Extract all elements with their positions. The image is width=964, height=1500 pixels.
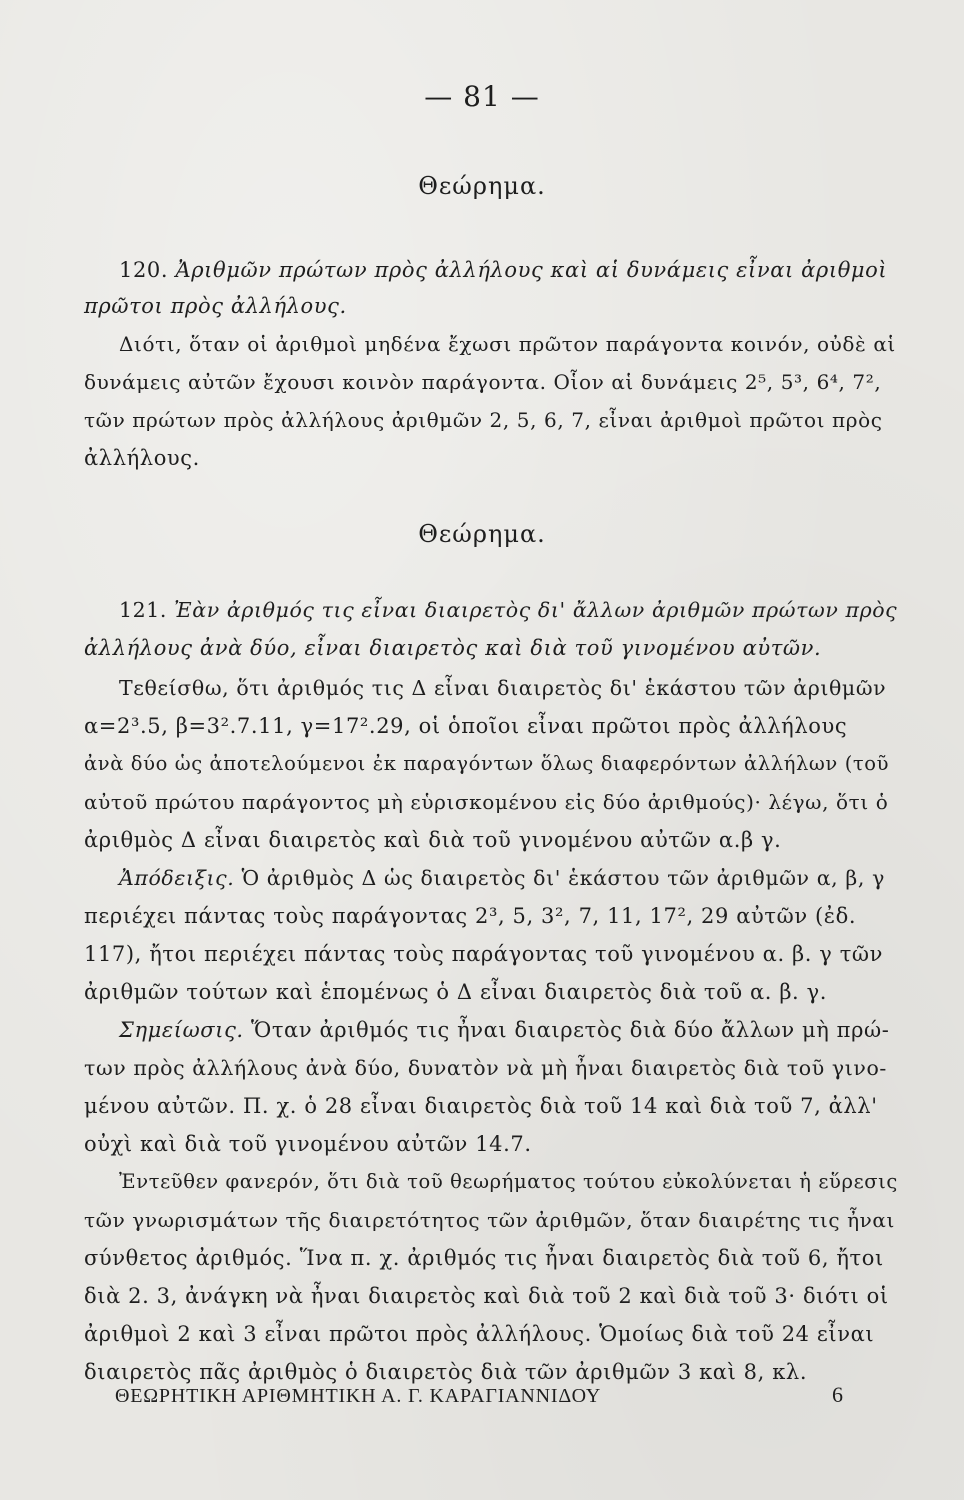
theorem-heading: Θεώρημα.: [418, 172, 546, 200]
proof-line: [119, 866, 885, 890]
body-line: αὐτοῦ πρώτου παράγοντος μὴ εὑρισκομένου εἰς δύο ἀριθμούς)· λέγω, ὅτι ὁ: [84, 790, 889, 814]
remark-text: Ὅταν ἀριθμός τις ἦναι διαιρετὸς διὰ δύο ἄλλων μὴ πρώ-: [243, 1018, 890, 1042]
proof-line: ἀριθμῶν τούτων καὶ ἑπομένως ὁ Δ εἶναι διαιρετὸς διὰ τοῦ α. β. γ.: [84, 980, 828, 1004]
body-line: ἀριθμοὶ 2 καὶ 3 εἶναι πρῶτοι πρὸς ἀλλήλους. Ὁμοίως διὰ τοῦ 24 εἶναι: [84, 1322, 875, 1346]
body-line: σύνθετος ἀριθμός. Ἵνα π. χ. ἀριθμός τις ἦναι διαιρετὸς διὰ τοῦ 6, ἤτοι: [84, 1246, 884, 1270]
theorem-statement-text: Ἐὰν ἀριθμός τις εἶναι διαιρετὸς δι' ἄλλων ἀριθμῶν πρώτων πρὸς: [174, 598, 898, 622]
theorem-number: 121.: [119, 598, 168, 622]
page-number: — 81 —: [424, 80, 540, 113]
footer-signature-mark: 6: [832, 1382, 843, 1407]
body-line: Τεθείσθω, ὅτι ἀριθμός τις Δ εἶναι διαιρετὸς δι' ἑκάστου τῶν ἀριθμῶν: [119, 676, 887, 700]
proof-text: Ὁ ἀριθμὸς Δ ὡς διαιρετὸς δι' ἑκάστου τῶν ἀριθμῶν α, β, γ: [234, 866, 885, 890]
footer-book-title: ΘΕΩΡΗΤΙΚΗ ΑΡΙΘΜΗΤΙΚΗ Α. Γ. ΚΑΡΑΓΙΑΝΝΙΔΟΥ: [115, 1385, 602, 1407]
theorem-statement-line: [119, 258, 887, 282]
proof-label: Ἀπόδειξις.: [119, 866, 235, 890]
remark-line: των πρὸς ἀλλήλους ἀνὰ δύο, δυνατὸν νὰ μὴ ἦναι διαιρετὸς διὰ τοῦ γινο-: [84, 1056, 887, 1080]
theorem-statement-text: Ἀριθμῶν πρώτων πρὸς ἀλλήλους καὶ αἱ δυνάμεις εἶναι ἀριθμοὶ: [175, 258, 888, 282]
proof-line: ἀλλήλους.: [84, 446, 200, 470]
theorem-heading: Θεώρημα.: [418, 520, 546, 548]
theorem-statement-line: [119, 598, 897, 622]
body-line: τῶν γνωρισμάτων τῆς διαιρετότητος τῶν ἀριθμῶν, ὅταν διαιρέτης τις ἦναι: [84, 1208, 895, 1232]
proof-line: δυνάμεις αὐτῶν ἔχουσι κοινὸν παράγοντα. Οἷον αἱ δυνάμεις 2⁵, 5³, 6⁴, 7²,: [84, 370, 882, 394]
theorem-statement-line: ἀλλήλους ἀνὰ δύο, εἶναι διαιρετὸς καὶ διὰ τοῦ γινομένου αὐτῶν.: [84, 636, 822, 660]
body-line: α=2³.5, β=3².7.11, γ=17².29, οἱ ὁποῖοι εἶναι πρῶτοι πρὸς ἀλλήλους: [84, 714, 848, 738]
remark-label: Σημείωσις.: [119, 1018, 244, 1042]
proof-line: περιέχει πάντας τοὺς παράγοντας 2³, 5, 3², 7, 11, 17², 29 αὐτῶν (ἐδ.: [84, 904, 857, 928]
theorem-statement-line: πρῶτοι πρὸς ἀλλήλους.: [84, 294, 347, 318]
remark-line: [119, 1018, 889, 1042]
proof-line: Διότι, ὅταν οἱ ἀριθμοὶ μηδένα ἔχωσι πρῶτον παράγοντα κοινόν, οὐδὲ αἱ: [119, 332, 896, 356]
proof-line: 117), ἤτοι περιέχει πάντας τοὺς παράγοντας τοῦ γινομένου α. β. γ τῶν: [84, 942, 884, 966]
proof-line: τῶν πρώτων πρὸς ἀλλήλους ἀριθμῶν 2, 5, 6, 7, εἶναι ἀριθμοὶ πρῶτοι πρὸς: [84, 408, 883, 432]
theorem-number: 120.: [119, 258, 169, 282]
remark-line: οὐχὶ καὶ διὰ τοῦ γινομένου αὐτῶν 14.7.: [84, 1132, 532, 1156]
body-line: ἀνὰ δύο ὡς ἀποτελούμενοι ἐκ παραγόντων ὅλως διαφερόντων ἀλλήλων (τοῦ: [84, 752, 890, 775]
body-line: διαιρετὸς πᾶς ἀριθμὸς ὁ διαιρετὸς διὰ τῶν ἀριθμῶν 3 καὶ 8, κλ.: [84, 1360, 808, 1384]
body-line: Ἐντεῦθεν φανερόν, ὅτι διὰ τοῦ θεωρήματος τούτου εὐκολύνεται ἡ εὕρεσις: [119, 1170, 898, 1193]
body-line: ἀριθμὸς Δ εἶναι διαιρετὸς καὶ διὰ τοῦ γινομένου αὐτῶν α.β γ.: [84, 828, 782, 852]
remark-line: μένου αὐτῶν. Π. χ. ὁ 28 εἶναι διαιρετὸς διὰ τοῦ 14 καὶ διὰ τοῦ 7, ἀλλ': [84, 1094, 878, 1118]
body-line: διὰ 2. 3, ἀνάγκη νὰ ἦναι διαιρετὸς καὶ διὰ τοῦ 2 καὶ διὰ τοῦ 3· διότι οἱ: [84, 1284, 889, 1308]
